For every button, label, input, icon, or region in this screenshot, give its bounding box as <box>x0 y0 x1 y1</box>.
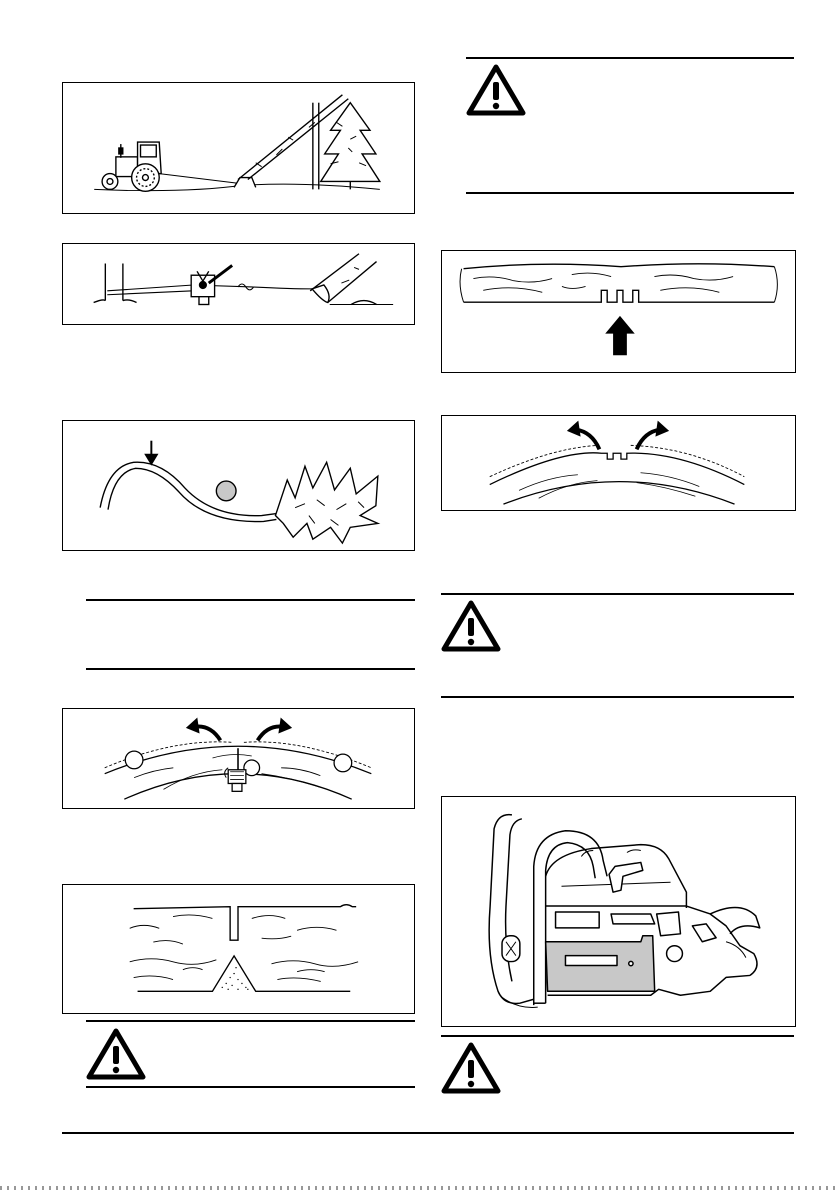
log-notches-illustration <box>442 251 795 372</box>
footer-rule <box>62 1132 794 1134</box>
figure-log-notches-arrow <box>441 250 796 373</box>
figure-tension-log-three-marks <box>62 708 415 809</box>
tractor-winch-illustration <box>63 83 414 213</box>
figure-chainsaw-side-view <box>441 796 796 1027</box>
warning-rule-top-mr <box>441 593 794 595</box>
warning-triangle-icon <box>86 1028 146 1080</box>
warning-rule-bottom-mr <box>441 696 794 698</box>
warning-rule-bottom-bl <box>86 1086 415 1088</box>
v-cut-log-illustration <box>63 885 414 1013</box>
warning-triangle-icon <box>441 600 501 652</box>
spring-pole-illustration <box>63 421 414 550</box>
warning-rule-top-bl <box>86 1020 415 1022</box>
warning-triangle-icon <box>466 64 526 116</box>
tension-log-illustration <box>63 709 414 808</box>
bent-log-notches-illustration <box>442 416 795 510</box>
warning-triangle-icon <box>441 1042 501 1094</box>
note-rule-top-left <box>86 599 415 601</box>
scan-edge-artifact <box>0 1186 840 1190</box>
figure-hand-winch <box>62 243 415 325</box>
chainsaw-illustration <box>442 797 795 1026</box>
figure-bent-log-notches <box>441 415 796 511</box>
figure-spring-pole <box>62 420 415 551</box>
hand-winch-illustration <box>63 244 414 324</box>
figure-v-cut-log <box>62 884 415 1014</box>
warning-rule-top-br <box>441 1035 794 1037</box>
figure-tractor-winch <box>62 82 415 214</box>
warning-rule-top-tr <box>466 57 794 59</box>
note-rule-bottom-left <box>86 668 415 670</box>
warning-rule-bottom-tr <box>466 192 794 194</box>
